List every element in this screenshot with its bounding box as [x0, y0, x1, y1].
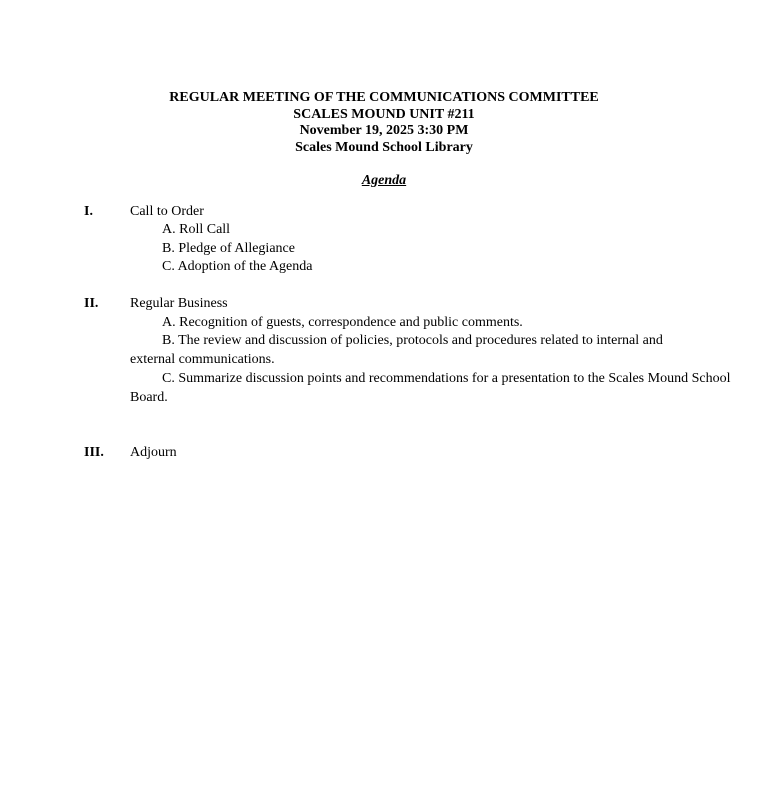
agenda-item: A. Roll Call: [162, 222, 231, 237]
agenda-item: C. Summarize discussion points and recommendations for a presentation to the Scales Mound School Board.: [130, 371, 731, 405]
agenda-item: C. Adoption of the Agenda: [162, 259, 313, 274]
section-title: Regular Business: [130, 296, 228, 311]
agenda-item: A. Recognition of guests, correspondence and public comments.: [162, 315, 523, 330]
section-title: Adjourn: [130, 445, 177, 460]
agenda-heading: Agenda: [361, 173, 407, 188]
meeting-header: [0, 90, 768, 156]
section-number: II.: [84, 296, 99, 311]
header-date-time: November 19, 2025 3:30 PM: [299, 123, 469, 138]
section-title: Call to Order: [130, 204, 204, 219]
agenda-item: B. Pledge of Allegiance: [162, 241, 295, 256]
header-district: SCALES MOUND UNIT #211: [293, 106, 475, 122]
agenda-item: B. The review and discussion of policies, protocols and procedures related to internal and external communications.: [130, 333, 663, 367]
section-number: I.: [84, 204, 93, 219]
section-number: III.: [84, 445, 104, 460]
header-meeting-title: REGULAR MEETING OF THE COMMUNICATIONS COMMITTEE: [169, 90, 599, 105]
header-location: Scales Mound School Library: [295, 139, 473, 155]
